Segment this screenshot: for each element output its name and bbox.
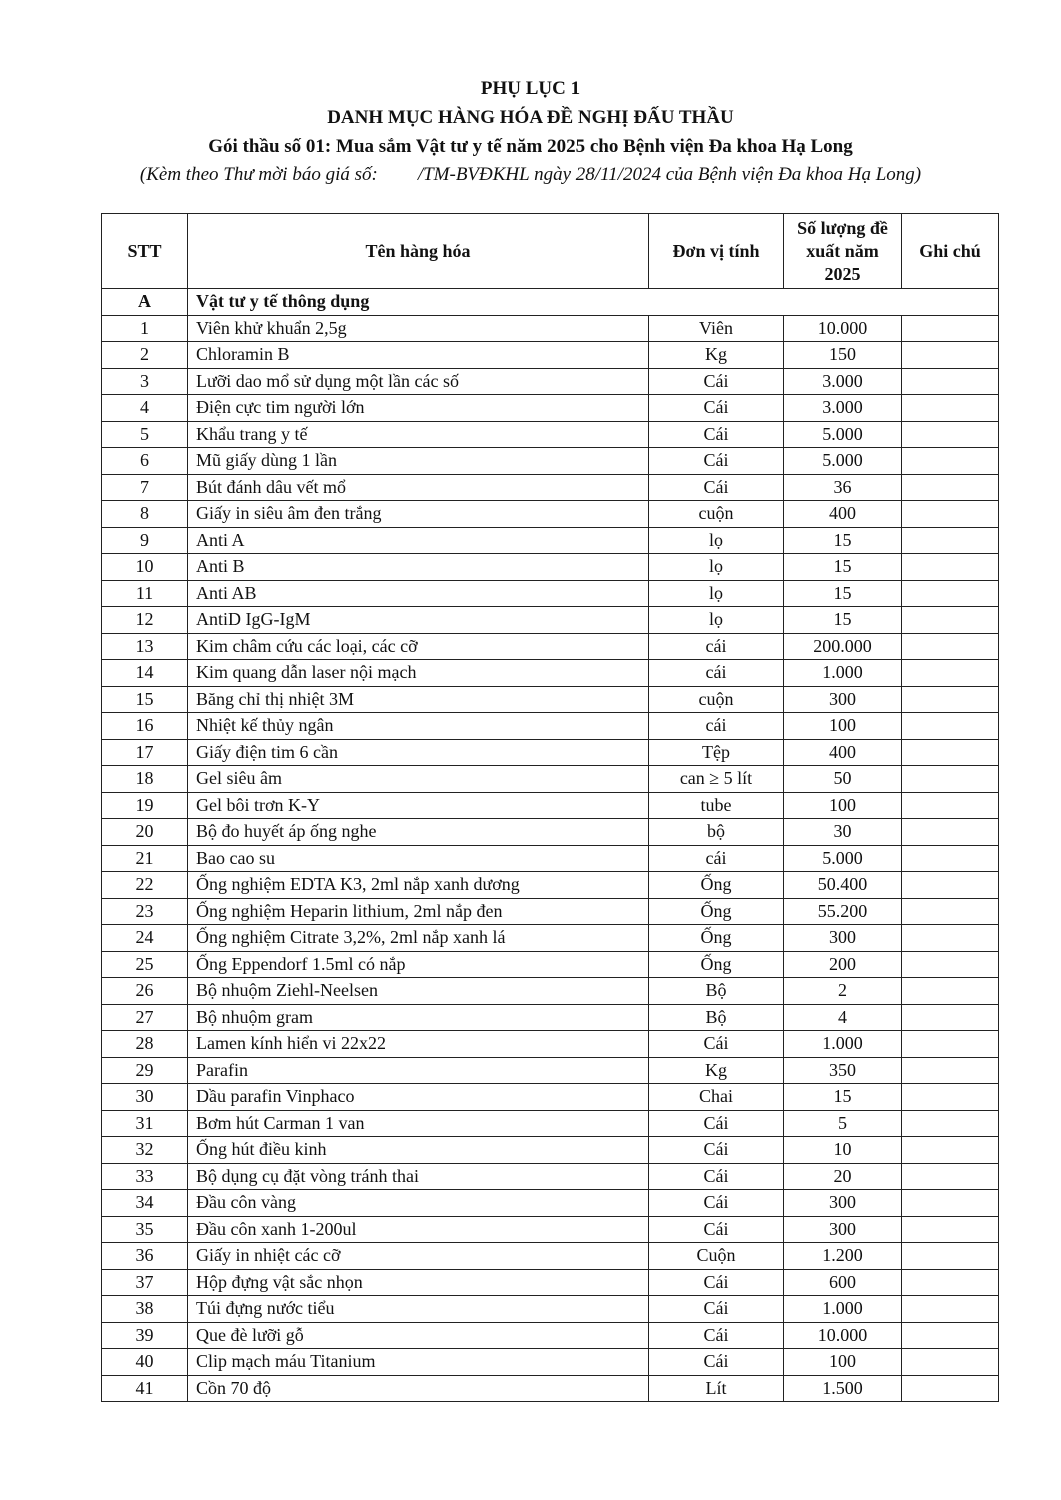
cell-unit: Lít	[649, 1375, 784, 1402]
cell-name: Khẩu trang y tế	[188, 421, 649, 448]
cell-qty: 1.000	[784, 1031, 902, 1058]
cell-qty: 1.200	[784, 1243, 902, 1270]
cell-name: Anti A	[188, 527, 649, 554]
cell-name: Gel siêu âm	[188, 766, 649, 793]
cell-stt: 34	[102, 1190, 188, 1217]
cell-unit: can ≥ 5 lít	[649, 766, 784, 793]
table-row	[102, 1375, 999, 1402]
cell-qty: 15	[784, 607, 902, 634]
cell-note	[902, 315, 999, 342]
cell-unit: Cái	[649, 368, 784, 395]
table-row	[102, 1296, 999, 1323]
cell-name: Anti AB	[188, 580, 649, 607]
cell-stt: 4	[102, 395, 188, 422]
cell-stt: 35	[102, 1216, 188, 1243]
cell-qty: 5.000	[784, 845, 902, 872]
cell-name: Gel bôi trơn K-Y	[188, 792, 649, 819]
cell-qty: 36	[784, 474, 902, 501]
cell-note	[902, 501, 999, 528]
cell-name: Ống nghiệm Citrate 3,2%, 2ml nắp xanh lá	[188, 925, 649, 952]
table-row	[102, 739, 999, 766]
cell-name: Bao cao su	[188, 845, 649, 872]
cell-note	[902, 1057, 999, 1084]
cell-stt: 29	[102, 1057, 188, 1084]
section-row	[102, 289, 999, 316]
cell-note	[902, 1004, 999, 1031]
cell-unit: Cái	[649, 1137, 784, 1164]
cell-qty: 5	[784, 1110, 902, 1137]
table-row	[102, 1163, 999, 1190]
cell-note	[902, 1243, 999, 1270]
cell-stt: 8	[102, 501, 188, 528]
cell-note	[902, 1322, 999, 1349]
table-row	[102, 872, 999, 899]
cell-stt: 24	[102, 925, 188, 952]
table-row	[102, 554, 999, 581]
attachment-note-part2: /TM-BVĐKHL ngày 28/11/2024 của Bệnh viện Đa khoa Hạ Long)	[417, 164, 922, 185]
col-header-qty: Số lượng đề xuất năm 2025	[784, 214, 902, 289]
cell-stt: 12	[102, 607, 188, 634]
table-row	[102, 315, 999, 342]
cell-name: Cồn 70 độ	[188, 1375, 649, 1402]
cell-name: Bút đánh dâu vết mổ	[188, 474, 649, 501]
cell-name: Ống nghiệm EDTA K3, 2ml nắp xanh dương	[188, 872, 649, 899]
table-row	[102, 925, 999, 952]
table-row	[102, 1110, 999, 1137]
table-row	[102, 448, 999, 475]
cell-qty: 300	[784, 686, 902, 713]
cell-name: Dầu parafin Vinphaco	[188, 1084, 649, 1111]
cell-qty: 30	[784, 819, 902, 846]
table-row	[102, 1190, 999, 1217]
cell-unit: tube	[649, 792, 784, 819]
cell-stt: 17	[102, 739, 188, 766]
cell-unit: Cái	[649, 1296, 784, 1323]
cell-name: Mũ giấy dùng 1 lần	[188, 448, 649, 475]
cell-qty: 15	[784, 527, 902, 554]
cell-name: Kim quang dẫn laser nội mạch	[188, 660, 649, 687]
cell-unit: Cái	[649, 1349, 784, 1376]
cell-note	[902, 898, 999, 925]
table-row	[102, 342, 999, 369]
attachment-note-part1: (Kèm theo Thư mời báo giá số:	[139, 164, 378, 185]
cell-unit: Bộ	[649, 1004, 784, 1031]
cell-stt: 38	[102, 1296, 188, 1323]
cell-name: Kim châm cứu các loại, các cỡ	[188, 633, 649, 660]
cell-qty: 300	[784, 1190, 902, 1217]
appendix-title: PHỤ LỤC 1	[480, 78, 581, 99]
cell-stt: 23	[102, 898, 188, 925]
table-row	[102, 1084, 999, 1111]
cell-name: Băng chỉ thị nhiệt 3M	[188, 686, 649, 713]
cell-note	[902, 1031, 999, 1058]
cell-name: Hộp đựng vật sắc nhọn	[188, 1269, 649, 1296]
table-row	[102, 1137, 999, 1164]
cell-name: Viên khử khuẩn 2,5g	[188, 315, 649, 342]
cell-unit: Bộ	[649, 978, 784, 1005]
col-header-stt: STT	[102, 214, 188, 289]
cell-unit: Cái	[649, 474, 784, 501]
cell-unit: Ống	[649, 951, 784, 978]
cell-unit: bộ	[649, 819, 784, 846]
cell-qty: 100	[784, 1349, 902, 1376]
table-row	[102, 978, 999, 1005]
cell-note	[902, 845, 999, 872]
cell-qty: 1.000	[784, 660, 902, 687]
cell-qty: 50.400	[784, 872, 902, 899]
cell-unit: Cái	[649, 448, 784, 475]
cell-name: Nhiệt kế thủy ngân	[188, 713, 649, 740]
list-title: DANH MỤC HÀNG HÓA ĐỀ NGHỊ ĐẤU THẦU	[327, 107, 734, 128]
cell-name: Giấy điện tim 6 cần	[188, 739, 649, 766]
cell-qty: 1.500	[784, 1375, 902, 1402]
cell-qty: 150	[784, 342, 902, 369]
table-row	[102, 792, 999, 819]
cell-unit: Viên	[649, 315, 784, 342]
cell-unit: lọ	[649, 607, 784, 634]
cell-unit: Kg	[649, 1057, 784, 1084]
table-row	[102, 1216, 999, 1243]
cell-name: Giấy in siêu âm đen trắng	[188, 501, 649, 528]
cell-note	[902, 1349, 999, 1376]
cell-note	[902, 368, 999, 395]
cell-stt: 27	[102, 1004, 188, 1031]
table-row	[102, 421, 999, 448]
cell-name: Anti B	[188, 554, 649, 581]
table-row	[102, 1243, 999, 1270]
cell-qty: 10.000	[784, 1322, 902, 1349]
section-code: A	[102, 289, 188, 316]
cell-note	[902, 554, 999, 581]
cell-name: Chloramin B	[188, 342, 649, 369]
cell-note	[902, 766, 999, 793]
cell-note	[902, 527, 999, 554]
cell-qty: 15	[784, 580, 902, 607]
cell-unit: cái	[649, 713, 784, 740]
cell-unit: cái	[649, 845, 784, 872]
cell-note	[902, 448, 999, 475]
cell-stt: 18	[102, 766, 188, 793]
table-row	[102, 368, 999, 395]
cell-name: Đầu côn vàng	[188, 1190, 649, 1217]
cell-qty: 400	[784, 501, 902, 528]
cell-name: Parafin	[188, 1057, 649, 1084]
table-row	[102, 898, 999, 925]
cell-stt: 1	[102, 315, 188, 342]
cell-qty: 15	[784, 554, 902, 581]
cell-unit: Ống	[649, 898, 784, 925]
cell-name: Bộ nhuộm gram	[188, 1004, 649, 1031]
section-title: Vật tư y tế thông dụng	[188, 289, 999, 316]
cell-note	[902, 819, 999, 846]
cell-qty: 3.000	[784, 368, 902, 395]
table-row	[102, 1057, 999, 1084]
cell-note	[902, 1137, 999, 1164]
cell-stt: 26	[102, 978, 188, 1005]
cell-name: Lưỡi dao mổ sử dụng một lần các số	[188, 368, 649, 395]
table-row	[102, 395, 999, 422]
cell-note	[902, 1269, 999, 1296]
cell-name: Que đè lưỡi gỗ	[188, 1322, 649, 1349]
cell-unit: cuộn	[649, 501, 784, 528]
cell-name: Điện cực tim người lớn	[188, 395, 649, 422]
cell-qty: 350	[784, 1057, 902, 1084]
cell-unit: Kg	[649, 342, 784, 369]
cell-unit: Cuộn	[649, 1243, 784, 1270]
cell-name: Ống hút điều kinh	[188, 1137, 649, 1164]
cell-unit: Cái	[649, 1269, 784, 1296]
cell-name: Giấy in nhiệt các cỡ	[188, 1243, 649, 1270]
cell-qty: 10	[784, 1137, 902, 1164]
cell-note	[902, 1163, 999, 1190]
cell-stt: 36	[102, 1243, 188, 1270]
attachment-note	[0, 161, 1061, 189]
document-header	[0, 74, 1061, 189]
cell-qty: 600	[784, 1269, 902, 1296]
cell-stt: 30	[102, 1084, 188, 1111]
cell-qty: 300	[784, 925, 902, 952]
cell-stt: 7	[102, 474, 188, 501]
cell-stt: 32	[102, 1137, 188, 1164]
cell-qty: 100	[784, 713, 902, 740]
cell-qty: 5.000	[784, 421, 902, 448]
cell-unit: Ống	[649, 872, 784, 899]
cell-unit: cuộn	[649, 686, 784, 713]
cell-qty: 4	[784, 1004, 902, 1031]
cell-unit: Cái	[649, 1322, 784, 1349]
cell-stt: 11	[102, 580, 188, 607]
cell-note	[902, 1216, 999, 1243]
cell-name: Bơm hút Carman 1 van	[188, 1110, 649, 1137]
cell-unit: lọ	[649, 527, 784, 554]
table-row	[102, 527, 999, 554]
table-row	[102, 713, 999, 740]
table-row	[102, 580, 999, 607]
cell-stt: 2	[102, 342, 188, 369]
cell-qty: 50	[784, 766, 902, 793]
goods-table	[101, 213, 999, 1402]
cell-name: Bộ dụng cụ đặt vòng tránh thai	[188, 1163, 649, 1190]
cell-stt: 22	[102, 872, 188, 899]
cell-qty: 1.000	[784, 1296, 902, 1323]
cell-qty: 200.000	[784, 633, 902, 660]
cell-name: Bộ nhuộm Ziehl-Neelsen	[188, 978, 649, 1005]
table-row	[102, 819, 999, 846]
cell-stt: 25	[102, 951, 188, 978]
cell-unit: Cái	[649, 1031, 784, 1058]
cell-name: Đầu côn xanh 1-200ul	[188, 1216, 649, 1243]
cell-stt: 41	[102, 1375, 188, 1402]
cell-unit: Cái	[649, 1190, 784, 1217]
cell-stt: 10	[102, 554, 188, 581]
cell-stt: 21	[102, 845, 188, 872]
cell-stt: 14	[102, 660, 188, 687]
cell-name: Túi đựng nước tiểu	[188, 1296, 649, 1323]
table-row	[102, 1322, 999, 1349]
cell-unit: Ống	[649, 925, 784, 952]
cell-note	[902, 792, 999, 819]
cell-note	[902, 342, 999, 369]
cell-note	[902, 951, 999, 978]
cell-note	[902, 395, 999, 422]
cell-stt: 15	[102, 686, 188, 713]
cell-stt: 37	[102, 1269, 188, 1296]
cell-stt: 33	[102, 1163, 188, 1190]
col-header-name: Tên hàng hóa	[188, 214, 649, 289]
table-header-row	[102, 214, 999, 289]
cell-note	[902, 739, 999, 766]
cell-unit: Cái	[649, 1110, 784, 1137]
table-row	[102, 686, 999, 713]
cell-note	[902, 1110, 999, 1137]
cell-note	[902, 1375, 999, 1402]
table-row	[102, 1004, 999, 1031]
cell-stt: 6	[102, 448, 188, 475]
cell-unit: lọ	[649, 580, 784, 607]
cell-name: Bộ đo huyết áp ống nghe	[188, 819, 649, 846]
table-row	[102, 633, 999, 660]
cell-note	[902, 580, 999, 607]
table-row	[102, 501, 999, 528]
table-row	[102, 660, 999, 687]
cell-name: Ống Eppendorf 1.5ml có nắp	[188, 951, 649, 978]
cell-unit: Cái	[649, 1163, 784, 1190]
cell-qty: 2	[784, 978, 902, 1005]
cell-name: Ống nghiệm Heparin lithium, 2ml nắp đen	[188, 898, 649, 925]
cell-note	[902, 1084, 999, 1111]
table-row	[102, 845, 999, 872]
cell-stt: 3	[102, 368, 188, 395]
cell-unit: Cái	[649, 421, 784, 448]
cell-qty: 200	[784, 951, 902, 978]
cell-unit: cái	[649, 633, 784, 660]
cell-unit: Tệp	[649, 739, 784, 766]
cell-note	[902, 421, 999, 448]
cell-qty: 400	[784, 739, 902, 766]
cell-note	[902, 1296, 999, 1323]
cell-unit: Chai	[649, 1084, 784, 1111]
table-row	[102, 1349, 999, 1376]
cell-stt: 5	[102, 421, 188, 448]
cell-unit: Cái	[649, 1216, 784, 1243]
col-header-unit: Đơn vị tính	[649, 214, 784, 289]
col-header-note: Ghi chú	[902, 214, 999, 289]
cell-name: Clip mạch máu Titanium	[188, 1349, 649, 1376]
package-title: Gói thầu số 01: Mua sắm Vật tư y tế năm 2025 cho Bệnh viện Đa khoa Hạ Long	[208, 136, 853, 157]
cell-note	[902, 978, 999, 1005]
table-row	[102, 474, 999, 501]
cell-stt: 31	[102, 1110, 188, 1137]
cell-unit: cái	[649, 660, 784, 687]
cell-qty: 300	[784, 1216, 902, 1243]
cell-qty: 5.000	[784, 448, 902, 475]
cell-unit: lọ	[649, 554, 784, 581]
cell-note	[902, 607, 999, 634]
table-row	[102, 1031, 999, 1058]
table-row	[102, 951, 999, 978]
table-row	[102, 766, 999, 793]
cell-stt: 13	[102, 633, 188, 660]
cell-name: AntiD IgG-IgM	[188, 607, 649, 634]
cell-note	[902, 686, 999, 713]
cell-note	[902, 633, 999, 660]
cell-stt: 16	[102, 713, 188, 740]
cell-stt: 40	[102, 1349, 188, 1376]
cell-note	[902, 1190, 999, 1217]
cell-note	[902, 925, 999, 952]
table-row	[102, 1269, 999, 1296]
cell-stt: 39	[102, 1322, 188, 1349]
cell-note	[902, 872, 999, 899]
cell-stt: 20	[102, 819, 188, 846]
cell-note	[902, 474, 999, 501]
cell-unit: Cái	[649, 395, 784, 422]
cell-qty: 15	[784, 1084, 902, 1111]
cell-name: Lamen kính hiển vi 22x22	[188, 1031, 649, 1058]
table-row	[102, 607, 999, 634]
cell-stt: 19	[102, 792, 188, 819]
cell-note	[902, 660, 999, 687]
cell-qty: 20	[784, 1163, 902, 1190]
cell-qty: 100	[784, 792, 902, 819]
cell-stt: 28	[102, 1031, 188, 1058]
cell-qty: 55.200	[784, 898, 902, 925]
cell-qty: 3.000	[784, 395, 902, 422]
cell-stt: 9	[102, 527, 188, 554]
cell-note	[902, 713, 999, 740]
cell-qty: 10.000	[784, 315, 902, 342]
